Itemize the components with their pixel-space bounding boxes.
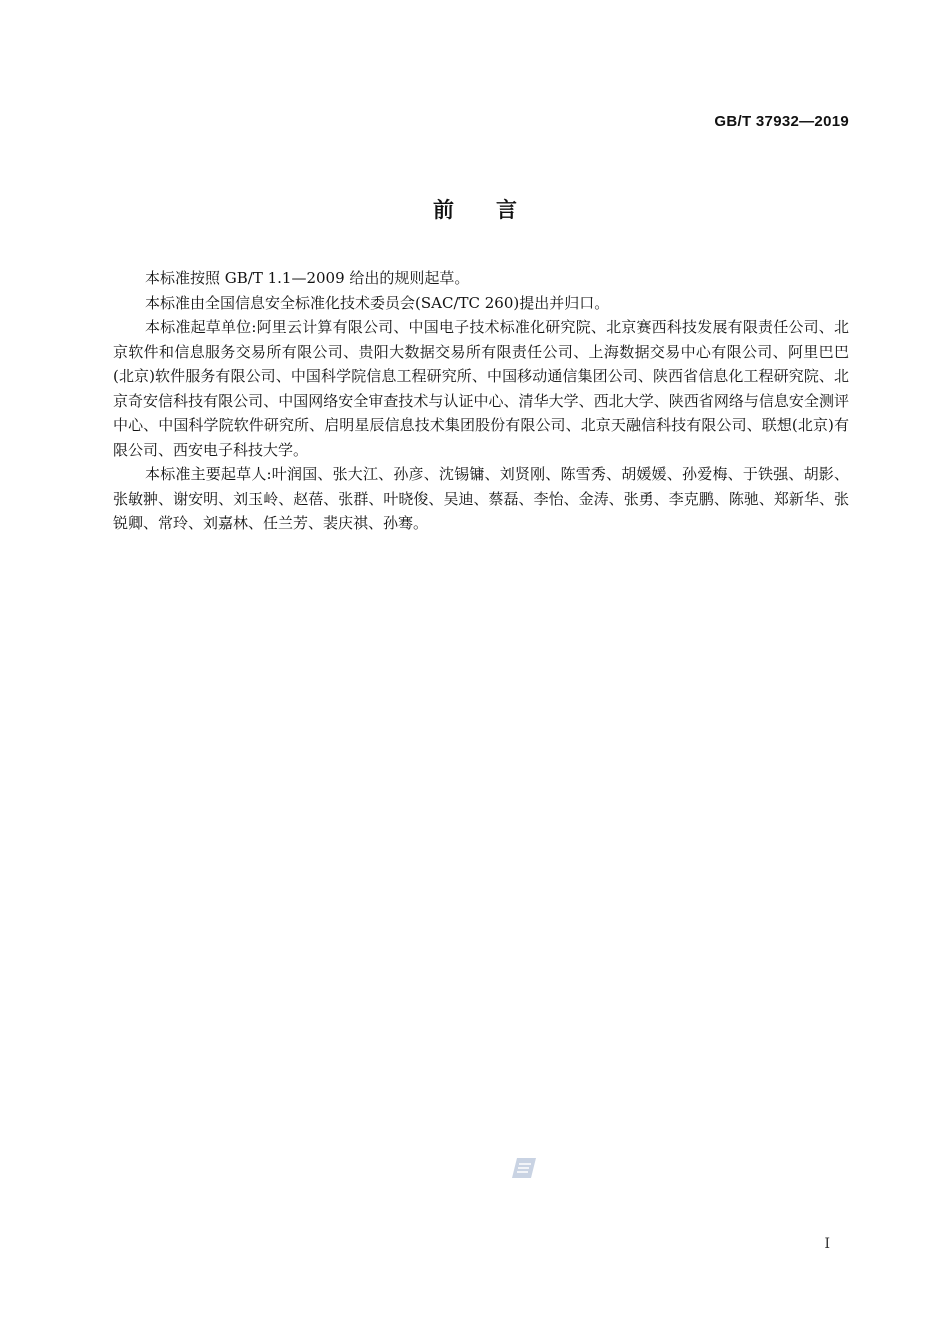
page-number: I xyxy=(824,1236,830,1252)
sac-logo-icon xyxy=(511,1157,537,1179)
paragraph-drafters: 本标准主要起草人:叶润国、张大江、孙彦、沈锡镛、刘贤刚、陈雪秀、胡媛媛、孙爱梅、于铁强、胡影、张敏翀、谢安明、刘玉岭、赵蓓、张群、叶晓俊、吴迪、蔡磊、李怡、金涛、张勇、李克鹏、陈驰、郑新华、张锐卿、常玲、刘嘉林、任兰芳、裴庆祺、孙骞。 xyxy=(113,465,849,532)
standard-code: GB/T 37932—2019 xyxy=(714,113,849,130)
paragraph-drafting-units: 本标准起草单位:阿里云计算有限公司、中国电子技术标准化研究院、北京赛西科技发展有限责任公司、北京软件和信息服务交易所有限公司、贵阳大数据交易所有限责任公司、上海数据交易中心有限公司、阿里巴巴(北京)软件服务有限公司、中国科学院信息工程研究所、中国移动通信集团公司、陕西省信息化工程研究院、北京奇安信科技有限公司、中国网络安全审查技术与认证中心、清华大学、西北大学、陕西省网络与信息安全测评中心、中国科学院软件研究所、启明星辰信息技术集团股份有限公司、北京天融信科技有限公司、联想(北京)有限公司、西安电子科技大学。 xyxy=(113,318,849,459)
paragraph-drafting-rules: 本标准按照 GB/T 1.1—2009 给出的规则起草。 xyxy=(145,269,470,287)
foreword-body xyxy=(113,266,849,536)
page-title xyxy=(0,194,950,224)
title-char-1: 前 xyxy=(433,198,454,222)
paragraph-proposer: 本标准由全国信息安全标准化技术委员会(SAC/TC 260)提出并归口。 xyxy=(145,293,610,312)
title-char-2: 言 xyxy=(496,198,517,222)
